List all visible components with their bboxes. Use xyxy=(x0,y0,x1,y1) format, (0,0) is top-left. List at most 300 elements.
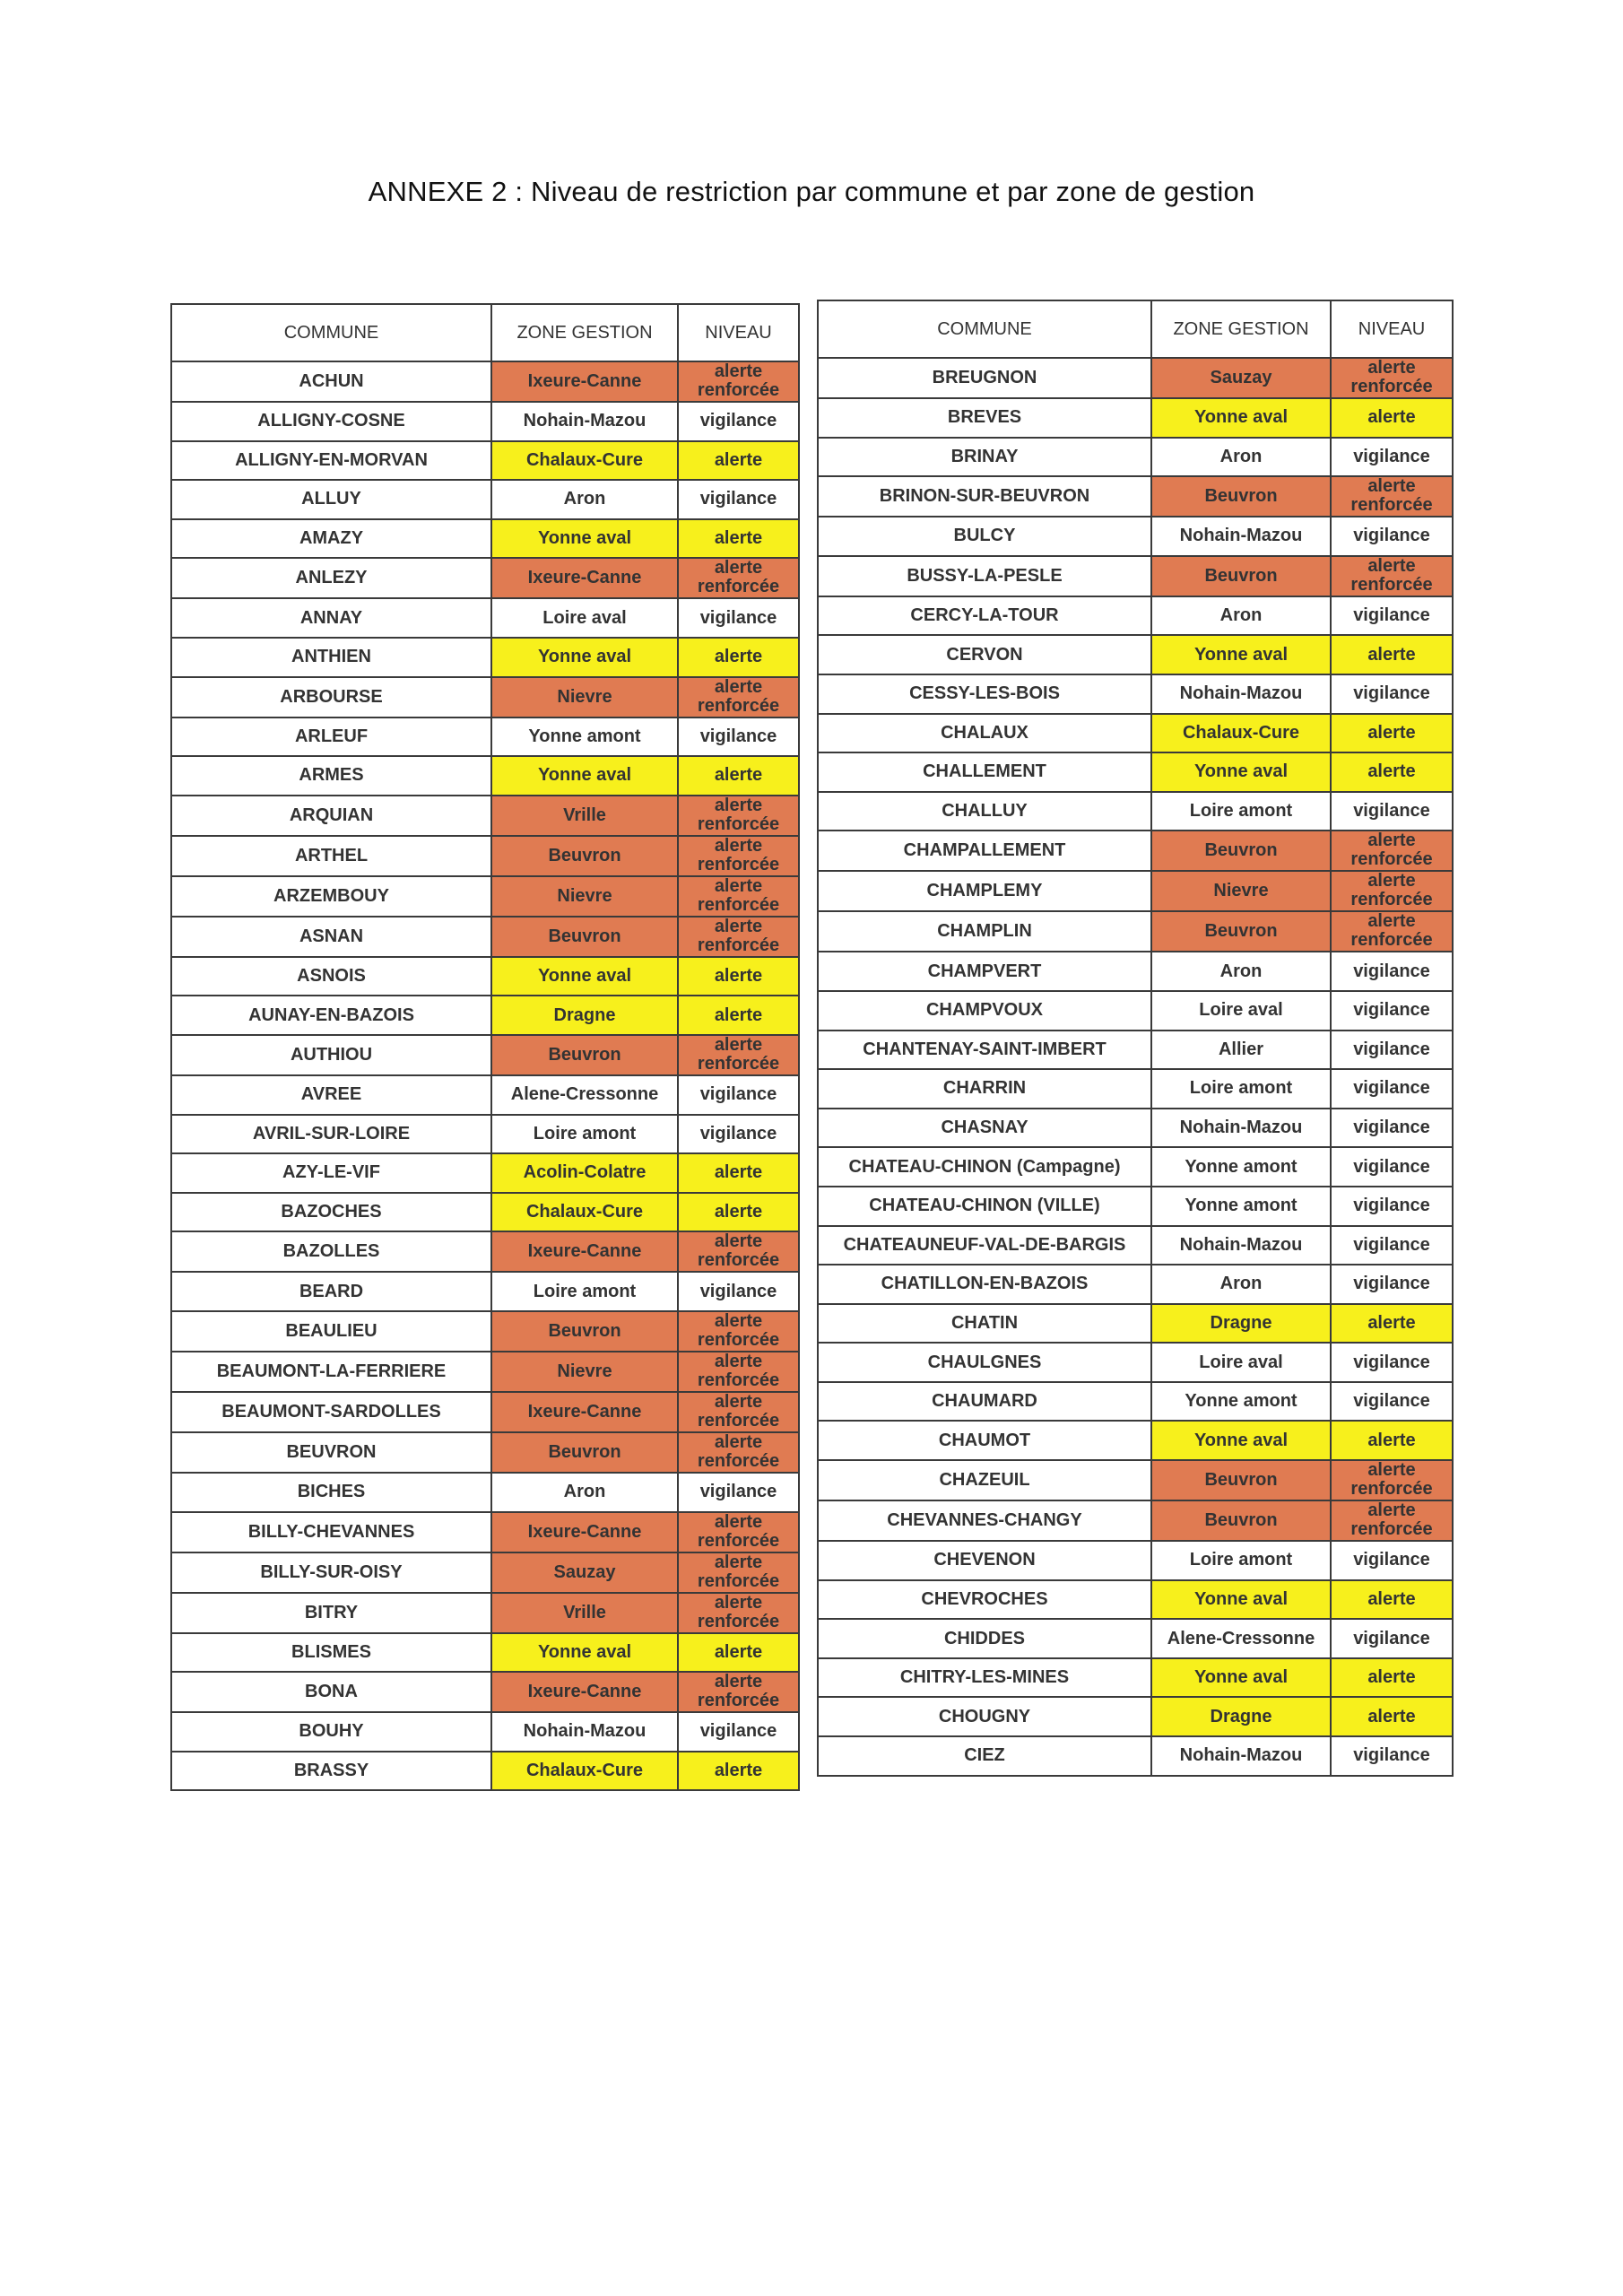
niveau-cell xyxy=(1331,792,1453,831)
commune-cell: ACHUN xyxy=(171,361,491,402)
niveau-label: vigilance xyxy=(1353,1196,1430,1216)
header-zone-gestion: ZONE GESTION xyxy=(1151,300,1331,358)
table-row xyxy=(818,871,1453,911)
niveau-cell xyxy=(678,1752,799,1791)
niveau-label: vigilance xyxy=(1353,605,1430,626)
zone-gestion-cell: Yonne amont xyxy=(491,718,678,757)
commune-cell: CHOUGNY xyxy=(818,1697,1151,1736)
table-row xyxy=(818,1421,1453,1460)
niveau-label: vigilance xyxy=(1353,1234,1430,1255)
niveau-label: alerte xyxy=(1367,407,1416,428)
commune-cell: AVRIL-SUR-LOIRE xyxy=(171,1115,491,1154)
commune-cell: BITRY xyxy=(171,1593,491,1633)
commune-cell: AUTHIOU xyxy=(171,1035,491,1075)
zone-gestion-cell: Allier xyxy=(1151,1031,1331,1070)
niveau-label: alerte renforcée xyxy=(697,835,780,874)
table-row xyxy=(818,556,1453,596)
table-row xyxy=(818,1187,1453,1226)
niveau-label: vigilance xyxy=(1353,526,1430,546)
niveau-label: alerte renforcée xyxy=(1350,1460,1433,1500)
commune-cell: ARTHEL xyxy=(171,836,491,876)
niveau-label: alerte xyxy=(714,1760,763,1780)
zone-gestion-cell: Chalaux-Cure xyxy=(491,1193,678,1232)
zone-gestion-cell: Yonne aval xyxy=(491,756,678,796)
niveau-label: alerte xyxy=(1367,1706,1416,1726)
niveau-label: alerte renforcée xyxy=(697,1034,780,1074)
zone-gestion-cell: Acolin-Colatre xyxy=(491,1153,678,1193)
header-commune: COMMUNE xyxy=(171,304,491,361)
zone-gestion-cell: Nohain-Mazou xyxy=(1151,1109,1331,1148)
niveau-cell xyxy=(1331,1736,1453,1776)
zone-gestion-cell: Beuvron xyxy=(491,1432,678,1473)
commune-cell: CESSY-LES-BOIS xyxy=(818,674,1151,714)
commune-cell: BILLY-CHEVANNES xyxy=(171,1512,491,1552)
niveau-label: vigilance xyxy=(1353,1000,1430,1021)
niveau-cell xyxy=(1331,1580,1453,1620)
commune-cell: CHAZEUIL xyxy=(818,1460,1151,1500)
commune-cell: CHAMPLEMY xyxy=(818,871,1151,911)
niveau-label: alerte xyxy=(714,765,763,786)
niveau-cell xyxy=(678,1153,799,1193)
niveau-label: alerte xyxy=(1367,761,1416,782)
commune-cell: CHEVROCHES xyxy=(818,1580,1151,1620)
niveau-label: alerte xyxy=(1367,644,1416,665)
niveau-label: vigilance xyxy=(1353,1628,1430,1648)
niveau-label: alerte renforcée xyxy=(697,1592,780,1631)
niveau-cell xyxy=(678,1392,799,1432)
niveau-cell xyxy=(678,718,799,757)
zone-gestion-cell: Nohain-Mazou xyxy=(491,1712,678,1752)
commune-cell: BLISMES xyxy=(171,1633,491,1673)
commune-cell: BAZOCHES xyxy=(171,1193,491,1232)
zone-gestion-cell: Nohain-Mazou xyxy=(1151,1736,1331,1776)
table-header-row xyxy=(818,300,1453,358)
niveau-cell xyxy=(1331,438,1453,477)
niveau-label: alerte renforcée xyxy=(1350,476,1433,516)
commune-cell: ARMES xyxy=(171,756,491,796)
zone-gestion-cell: Beuvron xyxy=(491,917,678,957)
zone-gestion-cell: Alene-Cressonne xyxy=(491,1075,678,1115)
zone-gestion-cell: Beuvron xyxy=(491,836,678,876)
table-row xyxy=(171,876,799,917)
niveau-label: alerte renforcée xyxy=(697,676,780,716)
niveau-cell xyxy=(1331,635,1453,674)
niveau-cell xyxy=(1331,752,1453,792)
niveau-cell xyxy=(678,1552,799,1593)
niveau-cell xyxy=(678,1352,799,1392)
table-row xyxy=(818,358,1453,398)
commune-cell: BEAUMONT-SARDOLLES xyxy=(171,1392,491,1432)
table-row xyxy=(171,1231,799,1272)
header-zone-gestion: ZONE GESTION xyxy=(491,304,678,361)
commune-cell: CHATIN xyxy=(818,1304,1151,1344)
niveau-cell xyxy=(1331,556,1453,596)
niveau-cell xyxy=(678,796,799,836)
niveau-label: vigilance xyxy=(1353,1078,1430,1099)
header-commune: COMMUNE xyxy=(818,300,1151,358)
niveau-label: alerte renforcée xyxy=(1350,871,1433,910)
zone-gestion-cell: Nohain-Mazou xyxy=(1151,517,1331,556)
niveau-label: alerte xyxy=(1367,1430,1416,1450)
zone-gestion-cell: Beuvron xyxy=(491,1311,678,1352)
niveau-cell xyxy=(678,638,799,677)
zone-gestion-cell: Yonne aval xyxy=(1151,1421,1331,1460)
zone-gestion-cell: Loire amont xyxy=(491,1272,678,1311)
niveau-cell xyxy=(1331,1343,1453,1382)
niveau-label: alerte xyxy=(1367,1312,1416,1333)
table-row xyxy=(818,635,1453,674)
commune-cell: CHAUMOT xyxy=(818,1421,1151,1460)
zone-gestion-cell: Aron xyxy=(491,1473,678,1512)
commune-cell: ARLEUF xyxy=(171,718,491,757)
niveau-label: vigilance xyxy=(699,1123,777,1144)
niveau-cell xyxy=(1331,1619,1453,1658)
niveau-label: alerte renforcée xyxy=(697,875,780,915)
zone-gestion-cell: Yonne aval xyxy=(1151,635,1331,674)
commune-cell: BULCY xyxy=(818,517,1151,556)
commune-cell: CHAUMARD xyxy=(818,1382,1151,1422)
niveau-cell xyxy=(1331,1658,1453,1698)
table-row xyxy=(171,1633,799,1673)
niveau-label: vigilance xyxy=(699,1084,777,1105)
niveau-label: vigilance xyxy=(699,726,777,746)
niveau-cell xyxy=(678,1672,799,1712)
niveau-label: alerte renforcée xyxy=(697,1511,780,1551)
table-row xyxy=(171,1672,799,1712)
table-row xyxy=(171,1473,799,1512)
commune-cell: BREVES xyxy=(818,398,1151,438)
table-row xyxy=(818,596,1453,636)
commune-cell: BREUGNON xyxy=(818,358,1151,398)
zone-gestion-cell: Dragne xyxy=(1151,1697,1331,1736)
commune-cell: BUSSY-LA-PESLE xyxy=(818,556,1151,596)
niveau-cell xyxy=(678,1593,799,1633)
table-row xyxy=(171,441,799,481)
table-row xyxy=(171,1752,799,1791)
niveau-label: alerte renforcée xyxy=(697,1672,780,1711)
niveau-label: vigilance xyxy=(1353,1745,1430,1766)
zone-gestion-cell: Yonne aval xyxy=(1151,398,1331,438)
niveau-cell xyxy=(678,519,799,559)
zone-gestion-cell: Ixeure-Canne xyxy=(491,361,678,402)
zone-gestion-cell: Alene-Cressonne xyxy=(1151,1619,1331,1658)
zone-gestion-cell: Sauzay xyxy=(491,1552,678,1593)
table-row xyxy=(818,398,1453,438)
table-row xyxy=(171,1153,799,1193)
zone-gestion-cell: Vrille xyxy=(491,1593,678,1633)
commune-cell: CERCY-LA-TOUR xyxy=(818,596,1151,636)
header-niveau: NIVEAU xyxy=(678,304,799,361)
table-row xyxy=(818,1069,1453,1109)
niveau-label: alerte renforcée xyxy=(697,1231,780,1271)
zone-gestion-cell: Yonne amont xyxy=(1151,1187,1331,1226)
zone-gestion-cell: Yonne aval xyxy=(1151,1580,1331,1620)
niveau-label: alerte xyxy=(714,528,763,549)
table-row xyxy=(818,1697,1453,1736)
niveau-label: alerte renforcée xyxy=(697,1310,780,1350)
niveau-cell xyxy=(678,756,799,796)
zone-gestion-cell: Aron xyxy=(1151,438,1331,477)
niveau-cell xyxy=(678,1231,799,1272)
commune-cell: CIEZ xyxy=(818,1736,1151,1776)
table-row xyxy=(171,996,799,1035)
commune-cell: ALLIGNY-EN-MORVAN xyxy=(171,441,491,481)
niveau-cell xyxy=(1331,1147,1453,1187)
niveau-label: alerte renforcée xyxy=(697,1552,780,1591)
table-row xyxy=(171,1035,799,1075)
commune-cell: CHATILLON-EN-BAZOIS xyxy=(818,1265,1151,1304)
zone-gestion-cell: Ixeure-Canne xyxy=(491,1392,678,1432)
commune-cell: BEUVRON xyxy=(171,1432,491,1473)
zone-gestion-cell: Loire aval xyxy=(491,598,678,638)
table-row xyxy=(171,1712,799,1752)
niveau-cell xyxy=(1331,358,1453,398)
commune-cell: CHAMPALLEMENT xyxy=(818,831,1151,871)
commune-cell: ARZEMBOUY xyxy=(171,876,491,917)
niveau-label: alerte xyxy=(714,1004,763,1025)
commune-cell: BOUHY xyxy=(171,1712,491,1752)
page-title: ANNEXE 2 : Niveau de restriction par commune et par zone de gestion xyxy=(368,176,1255,207)
niveau-cell xyxy=(1331,1541,1453,1580)
table-row xyxy=(171,917,799,957)
niveau-cell xyxy=(678,1473,799,1512)
zone-gestion-cell: Beuvron xyxy=(1151,911,1331,952)
niveau-cell xyxy=(1331,1697,1453,1736)
commune-cell: AVREE xyxy=(171,1075,491,1115)
niveau-label: alerte xyxy=(714,966,763,987)
restriction-table-right xyxy=(817,300,1454,1777)
table-row xyxy=(171,1432,799,1473)
commune-cell: ANLEZY xyxy=(171,558,491,598)
table-row xyxy=(818,1226,1453,1265)
niveau-label: vigilance xyxy=(699,1281,777,1301)
zone-gestion-cell: Aron xyxy=(1151,596,1331,636)
zone-gestion-cell: Yonne aval xyxy=(491,519,678,559)
commune-cell: CHITRY-LES-MINES xyxy=(818,1658,1151,1698)
niveau-cell xyxy=(678,361,799,402)
commune-cell: CHASNAY xyxy=(818,1109,1151,1148)
commune-cell: ASNOIS xyxy=(171,957,491,996)
niveau-cell xyxy=(1331,1500,1453,1541)
commune-cell: ARQUIAN xyxy=(171,796,491,836)
table-row xyxy=(171,638,799,677)
niveau-label: vigilance xyxy=(1353,683,1430,704)
table-row xyxy=(818,1031,1453,1070)
commune-cell: AUNAY-EN-BAZOIS xyxy=(171,996,491,1035)
table-row xyxy=(818,1265,1453,1304)
niveau-cell xyxy=(1331,1226,1453,1265)
commune-cell: BAZOLLES xyxy=(171,1231,491,1272)
niveau-cell xyxy=(1331,1421,1453,1460)
niveau-label: alerte xyxy=(1367,1667,1416,1688)
niveau-cell xyxy=(678,1075,799,1115)
niveau-label: vigilance xyxy=(1353,1156,1430,1177)
niveau-label: alerte xyxy=(714,1202,763,1222)
commune-cell: CHALLEMENT xyxy=(818,752,1151,792)
table-row xyxy=(818,438,1453,477)
niveau-label: vigilance xyxy=(699,411,777,431)
zone-gestion-cell: Aron xyxy=(1151,952,1331,991)
table-row xyxy=(818,1343,1453,1382)
table-row xyxy=(818,952,1453,991)
niveau-cell xyxy=(1331,991,1453,1031)
table-row xyxy=(171,1512,799,1552)
niveau-cell xyxy=(678,1512,799,1552)
niveau-cell xyxy=(678,876,799,917)
table-row xyxy=(818,1541,1453,1580)
zone-gestion-cell: Yonne amont xyxy=(1151,1382,1331,1422)
table-row xyxy=(171,1352,799,1392)
niveau-cell xyxy=(678,558,799,598)
zone-gestion-cell: Loire amont xyxy=(1151,1541,1331,1580)
niveau-cell xyxy=(678,441,799,481)
niveau-cell xyxy=(678,402,799,441)
zone-gestion-cell: Yonne aval xyxy=(491,957,678,996)
niveau-cell xyxy=(678,1035,799,1075)
commune-cell: BEARD xyxy=(171,1272,491,1311)
niveau-cell xyxy=(1331,714,1453,753)
niveau-cell xyxy=(678,480,799,519)
zone-gestion-cell: Loire aval xyxy=(1151,1343,1331,1382)
niveau-label: alerte renforcée xyxy=(1350,911,1433,951)
table-row xyxy=(818,991,1453,1031)
niveau-cell xyxy=(678,1193,799,1232)
table-row xyxy=(818,1109,1453,1148)
niveau-cell xyxy=(678,917,799,957)
niveau-cell xyxy=(1331,1187,1453,1226)
table-row xyxy=(818,1736,1453,1776)
zone-gestion-cell: Beuvron xyxy=(1151,1500,1331,1541)
commune-cell: CHATEAU-CHINON (Campagne) xyxy=(818,1147,1151,1187)
niveau-label: alerte renforcée xyxy=(697,361,780,400)
zone-gestion-cell: Loire aval xyxy=(1151,991,1331,1031)
niveau-label: vigilance xyxy=(699,1721,777,1742)
commune-cell: CERVON xyxy=(818,635,1151,674)
table-row xyxy=(171,598,799,638)
zone-gestion-cell: Yonne aval xyxy=(491,638,678,677)
niveau-cell xyxy=(678,677,799,718)
niveau-label: alerte renforcée xyxy=(697,1351,780,1390)
niveau-cell xyxy=(1331,476,1453,517)
commune-cell: CHAMPVERT xyxy=(818,952,1151,991)
niveau-label: alerte xyxy=(714,449,763,470)
commune-cell: ANNAY xyxy=(171,598,491,638)
table-row xyxy=(171,836,799,876)
niveau-label: vigilance xyxy=(1353,961,1430,981)
table-row xyxy=(818,752,1453,792)
zone-gestion-cell: Yonne amont xyxy=(1151,1147,1331,1187)
table-row xyxy=(818,1658,1453,1698)
commune-cell: AZY-LE-VIF xyxy=(171,1153,491,1193)
niveau-cell xyxy=(1331,1031,1453,1070)
zone-gestion-cell: Chalaux-Cure xyxy=(1151,714,1331,753)
table-row xyxy=(171,1075,799,1115)
niveau-cell xyxy=(678,1712,799,1752)
niveau-label: alerte renforcée xyxy=(697,558,780,597)
niveau-label: vigilance xyxy=(1353,1352,1430,1372)
zone-gestion-cell: Nievre xyxy=(491,677,678,718)
table-row xyxy=(818,1500,1453,1541)
niveau-cell xyxy=(678,598,799,638)
zone-gestion-cell: Dragne xyxy=(1151,1304,1331,1344)
niveau-cell xyxy=(678,1272,799,1311)
table-row xyxy=(171,1593,799,1633)
zone-gestion-cell: Ixeure-Canne xyxy=(491,1231,678,1272)
niveau-cell xyxy=(1331,517,1453,556)
niveau-cell xyxy=(1331,831,1453,871)
niveau-cell xyxy=(678,957,799,996)
zone-gestion-cell: Loire amont xyxy=(1151,1069,1331,1109)
niveau-cell xyxy=(1331,871,1453,911)
niveau-label: alerte xyxy=(1367,722,1416,743)
niveau-label: alerte renforcée xyxy=(697,1431,780,1471)
niveau-label: alerte renforcée xyxy=(697,795,780,834)
table-body xyxy=(171,361,799,1790)
commune-cell: CHAMPLIN xyxy=(818,911,1151,952)
table-row xyxy=(171,796,799,836)
table-row xyxy=(171,480,799,519)
commune-cell: CHAMPVOUX xyxy=(818,991,1151,1031)
table-header-row xyxy=(171,304,799,361)
niveau-cell xyxy=(1331,1265,1453,1304)
table-row xyxy=(171,718,799,757)
niveau-label: alerte renforcée xyxy=(1350,1500,1433,1540)
zone-gestion-cell: Beuvron xyxy=(491,1035,678,1075)
niveau-label: alerte renforcée xyxy=(697,1391,780,1431)
commune-cell: CHALAUX xyxy=(818,714,1151,753)
commune-cell: CHARRIN xyxy=(818,1069,1151,1109)
niveau-label: vigilance xyxy=(1353,1391,1430,1412)
zone-gestion-cell: Nohain-Mazou xyxy=(1151,674,1331,714)
table-row xyxy=(171,1272,799,1311)
niveau-cell xyxy=(1331,1109,1453,1148)
zone-gestion-cell: Beuvron xyxy=(1151,556,1331,596)
zone-gestion-cell: Beuvron xyxy=(1151,1460,1331,1500)
table-row xyxy=(171,677,799,718)
zone-gestion-cell: Aron xyxy=(1151,1265,1331,1304)
table-row xyxy=(171,1311,799,1352)
commune-cell: BRASSY xyxy=(171,1752,491,1791)
niveau-label: alerte xyxy=(714,647,763,667)
niveau-cell xyxy=(678,1115,799,1154)
zone-gestion-cell: Yonne aval xyxy=(491,1633,678,1673)
niveau-label: vigilance xyxy=(1353,1274,1430,1294)
table-row xyxy=(171,756,799,796)
niveau-cell xyxy=(678,1432,799,1473)
table-body xyxy=(818,358,1453,1776)
zone-gestion-cell: Nievre xyxy=(491,876,678,917)
commune-cell: ALLIGNY-COSNE xyxy=(171,402,491,441)
zone-gestion-cell: Loire amont xyxy=(491,1115,678,1154)
zone-gestion-cell: Yonne aval xyxy=(1151,752,1331,792)
commune-cell: BILLY-SUR-OISY xyxy=(171,1552,491,1593)
commune-cell: AMAZY xyxy=(171,519,491,559)
table-row xyxy=(818,1580,1453,1620)
zone-gestion-cell: Chalaux-Cure xyxy=(491,1752,678,1791)
zone-gestion-cell: Nohain-Mazou xyxy=(491,402,678,441)
niveau-label: vigilance xyxy=(699,489,777,509)
commune-cell: BONA xyxy=(171,1672,491,1712)
table-row xyxy=(171,361,799,402)
niveau-cell xyxy=(678,836,799,876)
zone-gestion-cell: Beuvron xyxy=(1151,476,1331,517)
commune-cell: CHANTENAY-SAINT-IMBERT xyxy=(818,1031,1151,1070)
niveau-label: vigilance xyxy=(1353,446,1430,466)
niveau-label: vigilance xyxy=(699,607,777,628)
niveau-label: alerte xyxy=(1367,1588,1416,1609)
commune-cell: CHATEAU-CHINON (VILLE) xyxy=(818,1187,1151,1226)
zone-gestion-cell: Nievre xyxy=(491,1352,678,1392)
